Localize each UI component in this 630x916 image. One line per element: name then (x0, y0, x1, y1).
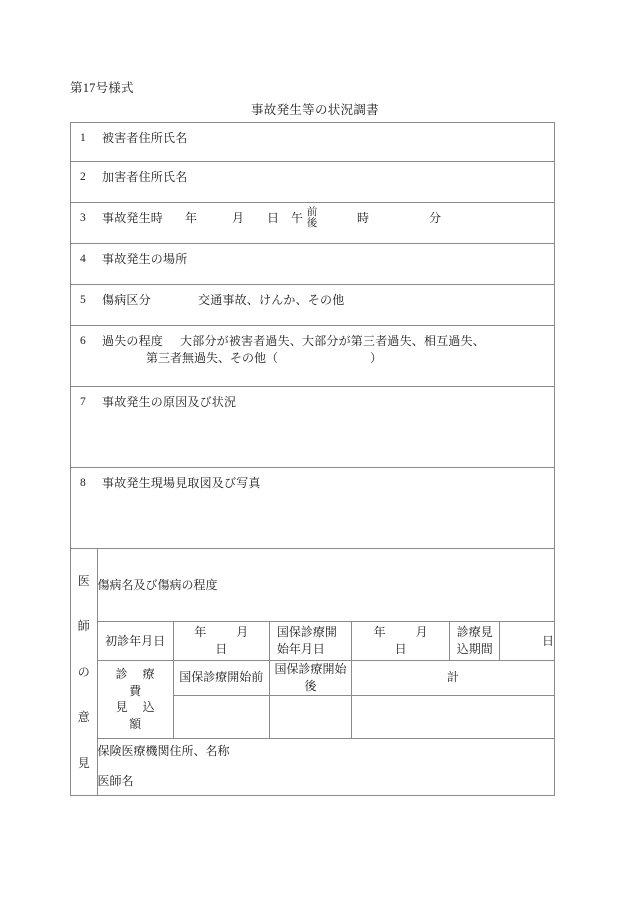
gozen-prefix: 午 (291, 211, 304, 225)
first-visit-date-input[interactable] (173, 622, 269, 661)
row-injury-type-cell[interactable] (71, 285, 555, 326)
vertical-char-0: 医 (77, 573, 90, 588)
vertical-char-2: の (77, 664, 90, 679)
vertical-char-1: 師 (77, 619, 90, 634)
row-negligence-cell[interactable] (71, 326, 555, 387)
row-label-negligence: 過失の程度 (102, 334, 164, 348)
table-row-cause (71, 387, 555, 468)
cost-estimate-label (97, 661, 173, 739)
first-visit-year: 年 (194, 625, 207, 640)
row-number: 1 (80, 132, 86, 144)
injury-name-degree-label: 傷病名及び傷病の程度 (97, 577, 218, 592)
kokuho-start-year: 年 (373, 625, 386, 640)
cost-total-header (352, 661, 554, 696)
row-number: 3 (80, 212, 86, 224)
institution-address-label: 保険医療機関住所、名称 (97, 744, 230, 759)
row-number: 5 (80, 294, 86, 306)
table-row-sketch (71, 468, 555, 549)
row-number: 6 (80, 335, 86, 347)
cost-before-header (173, 661, 269, 696)
row-location-cell[interactable] (71, 244, 555, 285)
table-row-location (71, 244, 555, 285)
cost-total-header-text: 計 (447, 670, 460, 685)
year-unit: 年 (185, 211, 198, 225)
row-label-cause: 事故発生の原因及び状況 (102, 395, 237, 409)
minute-unit: 分 (429, 211, 442, 225)
institution-row (71, 738, 554, 795)
cost-header-row (71, 661, 554, 696)
table-row-datetime (71, 203, 555, 244)
row-cause-cell[interactable] (71, 387, 555, 468)
row-datetime-cell[interactable] (71, 203, 555, 244)
doctor-dates-row (71, 622, 554, 661)
am-option[interactable]: 前 (306, 207, 318, 218)
row-offender-cell[interactable] (71, 162, 555, 203)
cost-before-input[interactable] (173, 695, 269, 738)
row-number: 2 (80, 171, 86, 183)
negligence-options-line1[interactable]: 大部分が被害者過失、大部分が第三者過失、相互過失、 (180, 334, 486, 348)
doctor-opinion-table (71, 549, 554, 795)
row-label-offender: 加害者住所氏名 (102, 170, 188, 184)
negligence-other-label: 第三者無過失、その他（ (146, 351, 279, 366)
doctor-opinion-vertical-label (71, 549, 97, 795)
month-unit: 月 (232, 211, 245, 225)
first-visit-month: 月 (236, 625, 249, 640)
doctor-opinion-cell (71, 549, 555, 796)
kokuho-start-month: 月 (415, 625, 428, 640)
table-row-negligence (71, 326, 555, 387)
first-visit-date-label (97, 622, 173, 661)
row-label-location: 事故発生の場所 (102, 252, 188, 266)
cost-after-input[interactable] (269, 695, 351, 738)
negligence-paren-close: ） (370, 351, 383, 366)
first-visit-day: 日 (215, 642, 228, 656)
cost-estimate-label-line1: 診 療 費 (115, 666, 161, 698)
document-title: 事故発生等の状況調書 (250, 103, 379, 117)
treatment-period-input[interactable] (500, 622, 554, 661)
table-row-offender (71, 162, 555, 203)
cost-after-header (269, 661, 351, 696)
kokuho-start-date-input[interactable] (352, 622, 450, 661)
treatment-period-unit: 日 (541, 633, 554, 648)
first-visit-date-label-text: 初診年月日 (105, 633, 166, 648)
table-row-doctor-opinion (71, 549, 555, 796)
row-number: 4 (80, 253, 86, 265)
cost-total-input[interactable] (352, 695, 554, 738)
treatment-period-label (450, 622, 500, 661)
table-row-injury-type (71, 285, 555, 326)
kokuho-start-label-line1: 国保診療開 (276, 625, 337, 640)
cost-after-header-text: 国保診療開始後 (274, 662, 347, 693)
table-row-victim (71, 123, 555, 162)
row-label-victim: 被害者住所氏名 (102, 131, 188, 145)
doctor-name-label: 医師名 (97, 774, 134, 789)
doctor-injury-row (71, 549, 554, 622)
row-label-sketch: 事故発生現場見取図及び写真 (102, 476, 261, 490)
cost-estimate-label-line2: 見 込 額 (115, 700, 161, 732)
vertical-char-4: 見 (77, 755, 90, 770)
row-sketch-cell[interactable] (71, 468, 555, 549)
vertical-char-3: 意 (77, 710, 90, 725)
row-victim-cell[interactable] (71, 123, 555, 162)
injury-name-degree-field[interactable] (97, 549, 554, 622)
day-unit: 日 (267, 211, 280, 225)
kokuho-start-label-line2: 始年月日 (276, 642, 325, 656)
form-number: 第17号様式 (70, 81, 134, 95)
kokuho-start-date-label (269, 622, 351, 661)
hour-unit: 時 (357, 211, 370, 225)
row-number: 8 (80, 477, 86, 489)
treatment-period-label-line2: 込期間 (456, 642, 493, 656)
injury-type-options[interactable]: 交通事故、けんか、その他 (198, 293, 345, 307)
row-label-datetime: 事故発生時 (102, 211, 164, 225)
negligence-options-line2[interactable] (80, 350, 554, 367)
datetime-fields (163, 207, 463, 233)
pm-option[interactable]: 後 (306, 218, 318, 230)
treatment-period-label-line1: 診療見 (456, 625, 493, 640)
institution-field[interactable] (97, 738, 554, 795)
am-pm-selector[interactable] (305, 207, 319, 230)
accident-report-form (70, 122, 555, 796)
row-number: 7 (80, 396, 86, 408)
row-label-injury-type: 傷病区分 (102, 293, 151, 307)
cost-before-header-text: 国保診療開始前 (179, 670, 264, 685)
kokuho-start-day: 日 (394, 642, 407, 656)
